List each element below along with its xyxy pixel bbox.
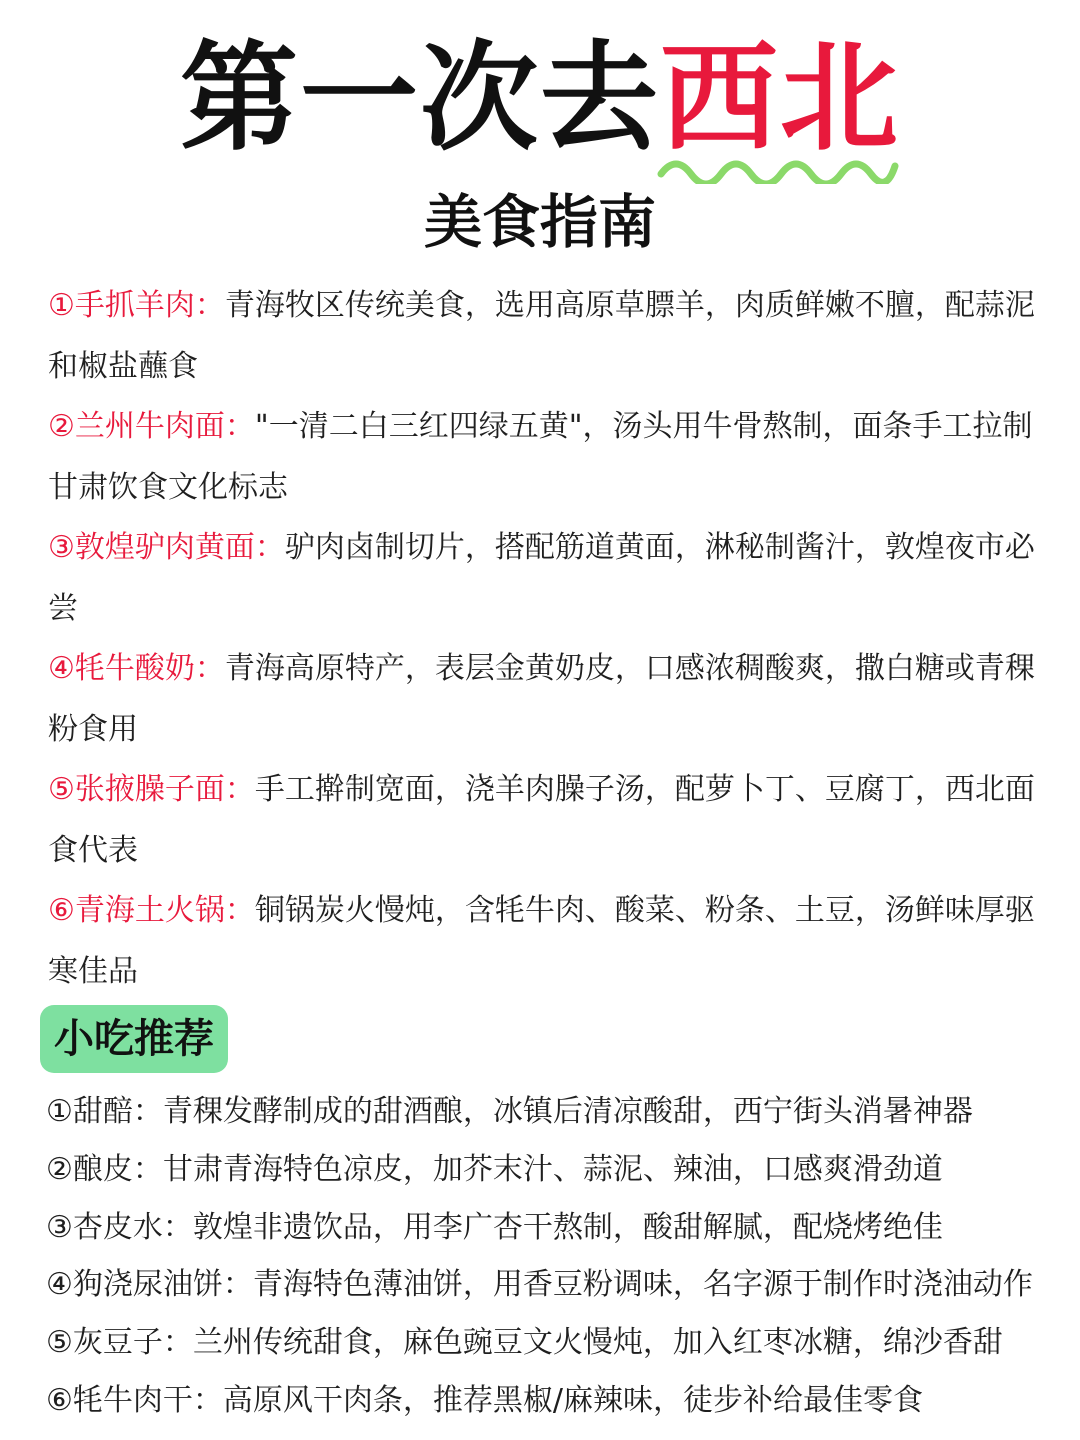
page-title bbox=[0, 28, 1080, 168]
food-item bbox=[48, 518, 1053, 639]
snack-item: ④狗浇尿油饼：青海特色薄油饼，用香豆粉调味，名字源于制作时浇油动作 bbox=[46, 1267, 1033, 1303]
food-name: ③敦煌驴肉黄面： bbox=[48, 530, 285, 565]
snack-item: ⑤灰豆子：兰州传统甜食，麻色豌豆文火慢炖，加入红枣冰糖，绵沙香甜 bbox=[46, 1325, 1003, 1361]
snack-list bbox=[46, 1083, 1076, 1430]
snack-item: ③杏皮水：敦煌非遗饮品，用李广杏干熬制，酸甜解腻，配烧烤绝佳 bbox=[46, 1209, 943, 1245]
food-item bbox=[48, 760, 1053, 881]
food-item bbox=[48, 639, 1053, 760]
food-description: 铜锅炭火慢炖，含牦牛肉、酸菜、粉条、土豆，汤鲜味厚驱寒佳品 bbox=[48, 893, 1035, 989]
food-description: "一清二白三红四绿五黄"，汤头用牛骨熬制，面条手工拉制甘肃饮食文化标志 bbox=[48, 409, 1033, 505]
food-item bbox=[48, 276, 1053, 397]
food-name: ①手抓羊肉： bbox=[48, 288, 225, 323]
food-name: ②兰州牛肉面： bbox=[48, 409, 255, 444]
food-name: ④牦牛酸奶： bbox=[48, 651, 225, 686]
snack-section-heading: 小吃推荐 bbox=[40, 1005, 228, 1073]
food-item bbox=[48, 397, 1053, 518]
title-red-part: 西北 bbox=[660, 29, 901, 167]
snack-item: ⑥牦牛肉干：高原风干肉条，推荐黑椒/麻辣味，徒步补给最佳零食 bbox=[46, 1382, 924, 1418]
food-description: 青海牧区传统美食，选用高原草膘羊，肉质鲜嫩不膻，配蒜泥和椒盐蘸食 bbox=[48, 288, 1035, 384]
food-item bbox=[48, 881, 1053, 1002]
food-description: 手工擀制宽面，浇羊肉臊子汤，配萝卜丁、豆腐丁，西北面食代表 bbox=[48, 772, 1035, 868]
snack-item: ①甜醅：青稞发酵制成的甜酒酿，冰镇后清凉酸甜，西宁街头消暑神器 bbox=[46, 1094, 973, 1129]
snack-item: ②酿皮：甘肃青海特色凉皮，加芥末汁、蒜泥、辣油，口感爽滑劲道 bbox=[46, 1151, 943, 1187]
wavy-underline-decoration bbox=[655, 150, 900, 184]
page-subtitle: 美食指南 bbox=[423, 188, 656, 256]
food-description: 青海高原特产，表层金黄奶皮，口感浓稠酸爽，撒白糖或青稞粉食用 bbox=[48, 651, 1035, 747]
food-list bbox=[48, 276, 1053, 1002]
food-name: ⑤张掖臊子面： bbox=[48, 772, 255, 807]
title-black-part: 第一次去 bbox=[179, 29, 660, 167]
food-name: ⑥青海土火锅： bbox=[48, 893, 255, 928]
food-description: 驴肉卤制切片，搭配筋道黄面，淋秘制酱汁，敦煌夜市必尝 bbox=[48, 530, 1035, 626]
